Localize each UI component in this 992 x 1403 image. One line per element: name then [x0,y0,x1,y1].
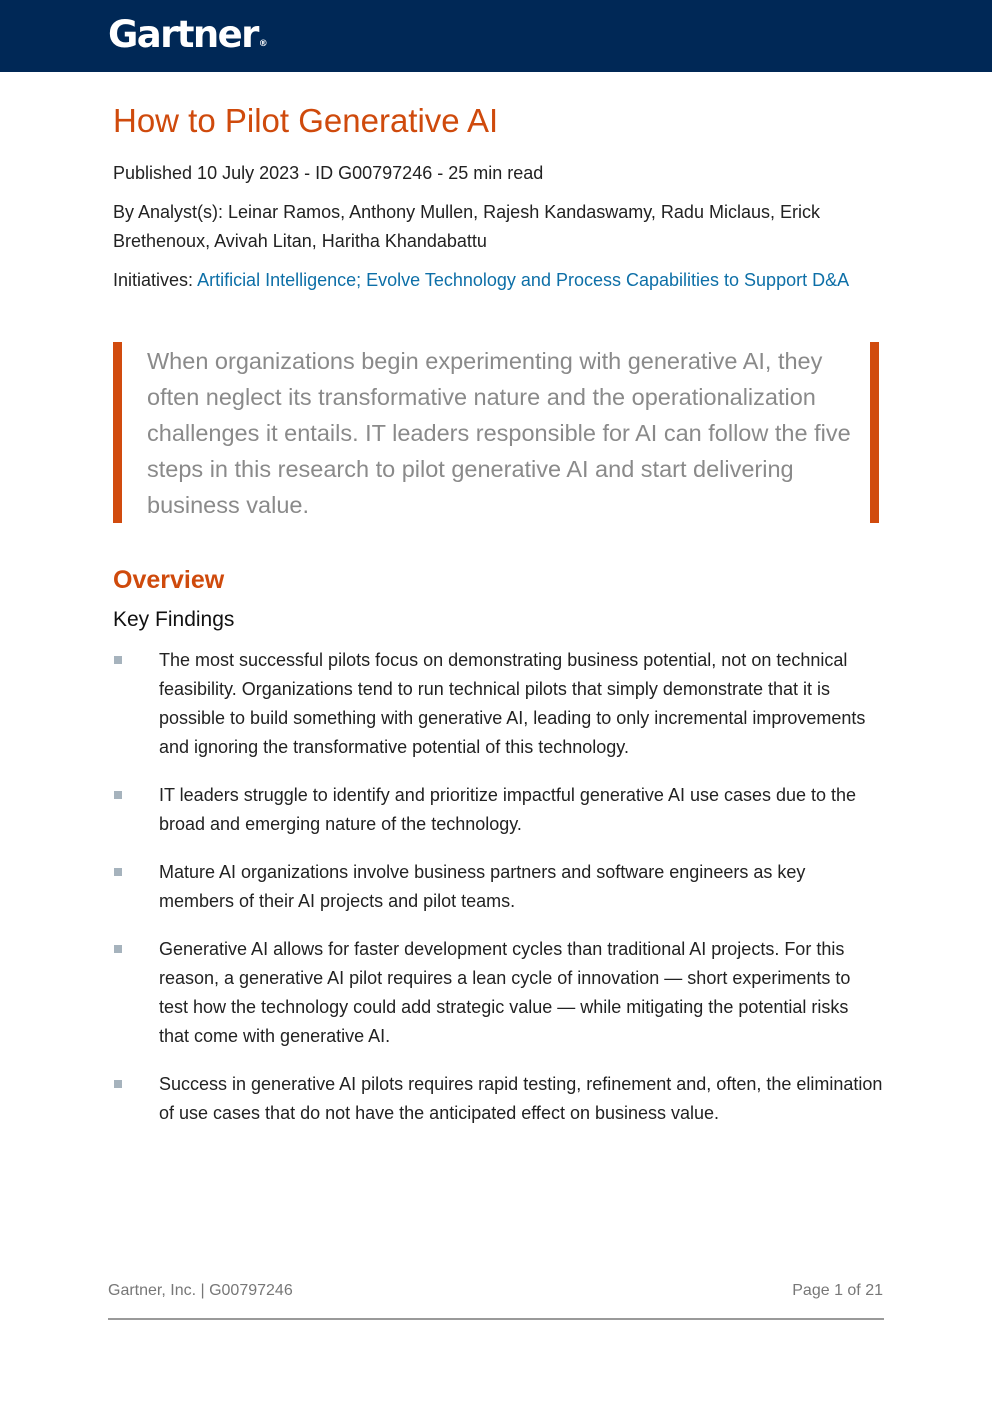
finding-text: Mature AI organizations involve business partners and software engineers as key members of their AI projects and pilot teams. [159,862,806,911]
square-bullet-icon [114,791,122,799]
finding-item [113,646,883,762]
finding-item [113,1070,883,1128]
square-bullet-icon [114,945,122,953]
initiatives-label: Initiatives: [113,270,194,290]
initiative-link-evolve-technology[interactable]: Evolve Technology and Process Capabilities to Support D&A [366,270,850,290]
finding-item [113,858,883,916]
abstract-summary: When organizations begin experimenting with generative AI, they often neglect its transformative nature and the operationalization challenges it entails. IT leaders responsible for AI can follow the five steps in this research to pilot generative AI and start delivering business value. [147,348,851,518]
square-bullet-icon [114,868,122,876]
key-findings-list [113,646,883,1147]
finding-item [113,935,883,1051]
finding-text: IT leaders struggle to identify and prioritize impactful generative AI use cases due to the broad and emerging nature of the technology. [159,785,857,834]
logo-text: Gartner [108,13,258,56]
document-title: How to Pilot Generative AI [113,102,499,139]
square-bullet-icon [114,656,122,664]
footer-divider [108,1318,884,1320]
footer-company-id: Gartner, Inc. | G00797246 [108,1282,293,1299]
analyst-list: By Analyst(s): Leinar Ramos, Anthony Mullen, Rajesh Kandaswamy, Radu Miclaus, Erick Brethenoux, Avivah Litan, Haritha Khandabattu [113,202,820,251]
registered-mark: ® [258,39,268,49]
gartner-logo[interactable] [108,12,268,67]
key-findings-heading: Key Findings [113,608,235,631]
finding-text: Generative AI allows for faster development cycles than traditional AI projects. For this reason, a generative AI pilot requires a lean cycle of innovation — short experiments to test how the technology could add strategic value — while mitigating the potential risks that come with generative AI. [159,939,851,1046]
page-number: Page 1 of 21 [792,1282,883,1299]
finding-text: Success in generative AI pilots requires rapid testing, refinement and, often, the elimination of use cases that do not have the anticipated effect on business value. [159,1074,883,1123]
overview-heading: Overview [113,566,225,594]
publication-info: Published 10 July 2023 - ID G00797246 - 25 min read [113,163,544,183]
finding-text: The most successful pilots focus on demonstrating business potential, not on technical feasibility. Organizations tend to run technical pilots that simply demonstrate that it is possible to build something with generative AI, leading to only incremental improvements and ignoring the transformative potential of this technology. [159,650,866,757]
header-bar [0,0,992,72]
initiative-link-artificial-intelligence[interactable]: Artificial Intelligence; [197,270,362,290]
abstract-left-bar [113,342,122,523]
finding-item [113,781,883,839]
initiatives-line [113,266,883,295]
abstract-right-bar [870,342,879,523]
square-bullet-icon [114,1080,122,1088]
